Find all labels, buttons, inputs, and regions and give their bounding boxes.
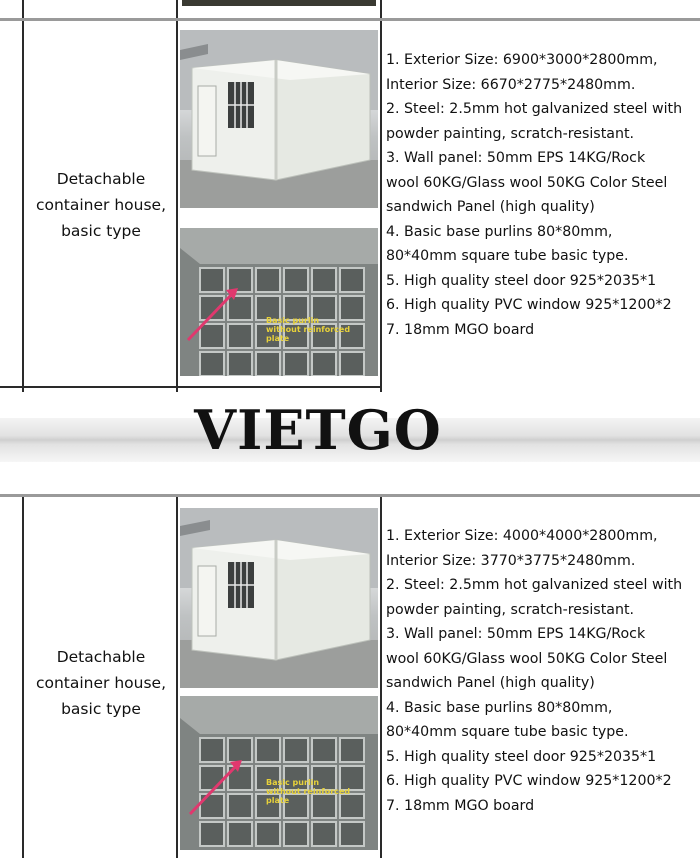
photo-caption — [266, 316, 350, 343]
table-border-col3 — [380, 0, 382, 392]
table-row-bottom-border — [0, 386, 382, 388]
photo-caption-line: plate — [266, 334, 290, 343]
description-line: container house, — [35, 674, 167, 692]
photo-caption-line: without reinforced — [266, 787, 351, 796]
description-line: Detachable — [56, 648, 146, 666]
product-row-2 — [0, 494, 700, 858]
table-border-col2 — [176, 0, 178, 392]
previous-photo-edge — [182, 0, 376, 6]
spec-line: 5. High quality steel door 925*2035*1 — [386, 272, 657, 289]
description-line: Detachable — [56, 170, 146, 188]
specification-list — [386, 48, 700, 342]
spec-line: powder painting, scratch-resistant. — [386, 125, 635, 142]
table-row-top-border — [0, 18, 700, 21]
spec-line: 2. Steel: 2.5mm hot galvanized steel with — [386, 101, 683, 117]
table-border-left — [22, 494, 24, 858]
container-house-image — [180, 30, 378, 208]
photo-caption — [266, 778, 350, 805]
spec-line: 6. High quality PVC window 925*1200*2 — [386, 297, 672, 313]
product-row-1 — [0, 0, 700, 392]
spec-line: 80*40mm square tube basic type. — [386, 248, 629, 264]
spec-line: 5. High quality steel door 925*2035*1 — [386, 748, 657, 765]
spec-line: powder painting, scratch-resistant. — [386, 601, 635, 618]
description-line: basic type — [61, 700, 141, 718]
spec-line: 4. Basic base purlins 80*80mm, — [386, 223, 613, 240]
steel-purlin-photo — [180, 696, 378, 850]
spec-line: 1. Exterior Size: 4000*4000*2800mm, — [386, 528, 658, 544]
table-row-top-border — [0, 494, 700, 497]
steel-purlin-image — [180, 228, 378, 376]
spec-line: Interior Size: 3770*3775*2480mm. — [386, 552, 636, 569]
description-line: container house, — [35, 196, 167, 214]
table-border-col2 — [176, 494, 178, 858]
steel-purlin-image — [180, 696, 378, 850]
steel-purlin-photo — [180, 228, 378, 376]
spec-line: 7. 18mm MGO board — [386, 321, 535, 338]
photo-caption-line: without reinforced — [266, 325, 351, 334]
spec-line: 6. High quality PVC window 925*1200*2 — [386, 773, 672, 789]
container-house-image — [180, 508, 378, 688]
description-line: basic type — [61, 222, 141, 240]
spec-line: 80*40mm square tube basic type. — [386, 724, 629, 740]
spec-line: sandwich Panel (high quality) — [386, 675, 595, 691]
specification-list — [386, 524, 700, 818]
photo-caption-line: Basic purlin — [266, 316, 320, 325]
container-house-photo — [180, 30, 378, 208]
spec-line: 1. Exterior Size: 6900*3000*2800mm, — [386, 52, 658, 68]
spec-line: Interior Size: 6670*2775*2480mm. — [386, 76, 636, 93]
table-border-col3 — [380, 494, 382, 858]
product-description — [26, 166, 176, 244]
product-description — [26, 644, 176, 722]
brand-watermark: VIETGO — [194, 398, 442, 462]
table-border-left — [22, 0, 24, 392]
container-house-photo — [180, 508, 378, 688]
spec-line: 3. Wall panel: 50mm EPS 14KG/Rock — [386, 626, 646, 642]
spec-line: 3. Wall panel: 50mm EPS 14KG/Rock — [386, 150, 646, 166]
spec-line: 4. Basic base purlins 80*80mm, — [386, 699, 613, 716]
photo-caption-line: Basic purlin — [266, 778, 320, 787]
spec-line: wool 60KG/Glass wool 50KG Color Steel — [386, 650, 668, 667]
spec-line: wool 60KG/Glass wool 50KG Color Steel — [386, 174, 668, 191]
spec-line: 7. 18mm MGO board — [386, 797, 535, 814]
spec-line: sandwich Panel (high quality) — [386, 199, 595, 215]
spec-line: 2. Steel: 2.5mm hot galvanized steel with — [386, 577, 683, 593]
photo-caption-line: plate — [266, 796, 290, 805]
